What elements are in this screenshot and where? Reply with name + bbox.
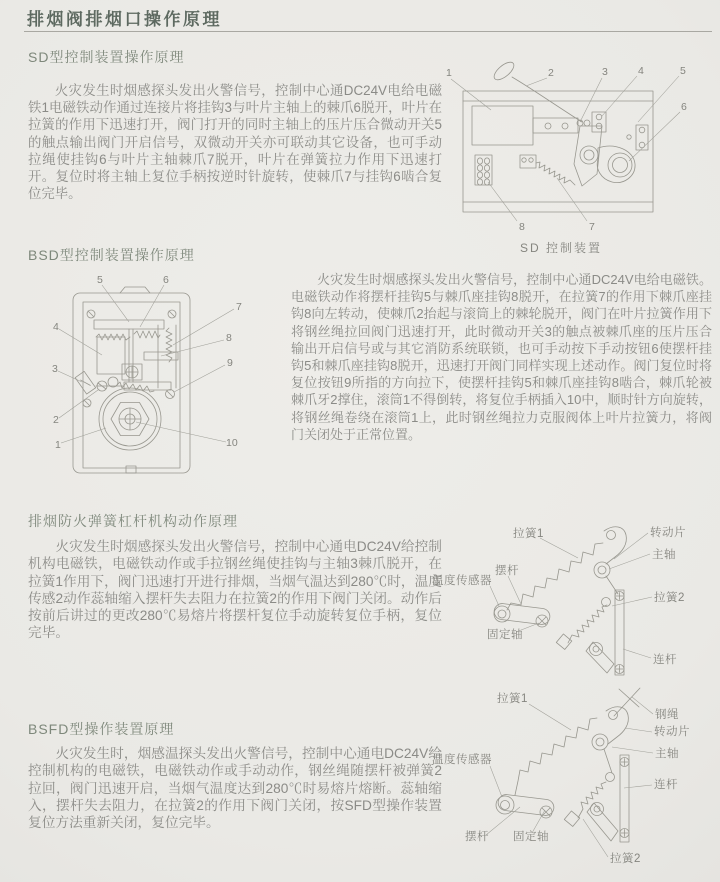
coil xyxy=(97,337,125,374)
spring1 xyxy=(507,543,603,610)
section-heading-lever: 排烟防火弹簧杠杆机构动作原理 xyxy=(28,513,238,529)
bsfd-paragraph: 火灾发生时，烟感温探头发出火警信号，控制中心通电DC24V给控制机构的电磁铁，电磁铁动作或手动动作，钢丝绳随摆杆被弹簧2拉回，阀门迅速开启，当烟气温度达到280℃时易熔片熔断。蕊轴缩入，摆杆失去阻力，在拉簧2的作用下阀门关闭，按SFD型操作装置复位方法重新关闭，复位完毕。 xyxy=(28,746,442,831)
lever-label-spring2: 拉簧2 xyxy=(654,592,685,604)
sd-control-device-diagram xyxy=(432,56,714,258)
bsd-label-5: 5 xyxy=(97,274,103,286)
bsfd-label-pendulum: 摆杆 xyxy=(465,831,489,843)
section-heading-sd: SD型控制装置操作原理 xyxy=(28,49,185,65)
lever-label-pendulum: 摆杆 xyxy=(495,565,519,577)
sd-leader-lines xyxy=(451,76,680,221)
lever-label-temp-sensor: 温度传感器 xyxy=(432,575,492,587)
sd-label-1: 1 xyxy=(446,67,452,79)
lever-label-main-shaft: 主轴 xyxy=(652,549,676,561)
lever-label-link: 连杆 xyxy=(653,654,677,666)
sd-label-2: 2 xyxy=(548,67,554,79)
title-rule xyxy=(24,31,712,32)
page-title: 排烟阀排烟口操作原理 xyxy=(27,10,222,29)
bsd-label-2: 2 xyxy=(53,414,59,426)
bsfd-label-spring2: 拉簧2 xyxy=(610,853,641,865)
sd-label-7: 7 xyxy=(589,221,595,233)
sd-label-6: 6 xyxy=(681,101,687,113)
pull-rope-loop xyxy=(491,59,516,83)
sd-label-5: 5 xyxy=(680,65,686,77)
pull-rope-line xyxy=(512,77,582,122)
bsd-label-1: 1 xyxy=(55,439,61,451)
cam xyxy=(597,146,635,182)
lever-label-fixed-shaft: 固定轴 xyxy=(487,629,523,641)
sd-label-4: 4 xyxy=(638,65,644,77)
bsfd-mechanism-diagram xyxy=(428,685,720,882)
sd-label-8: 8 xyxy=(519,221,525,233)
spring2 xyxy=(568,605,607,643)
bsfd-label-wire-rope: 钢绳 xyxy=(655,709,679,721)
bsfd-mechanism-drawing xyxy=(496,688,640,842)
lever-label-rotor: 转动片 xyxy=(650,527,686,539)
bsd-label-8: 8 xyxy=(226,332,232,344)
bsd-label-6: 6 xyxy=(163,274,169,286)
section-heading-bsd: BSD型控制装置操作原理 xyxy=(28,247,195,263)
bsd-label-3: 3 xyxy=(52,363,58,375)
spring2-hook xyxy=(556,634,571,649)
ratchet-teeth xyxy=(116,382,154,392)
pendulum-arm xyxy=(497,794,555,817)
link-bar xyxy=(615,590,624,675)
bsfd-label-rotor: 转动片 xyxy=(654,726,690,738)
bsd-label-9: 9 xyxy=(227,357,233,369)
spring1 xyxy=(515,718,597,795)
lever-label-spring1: 拉簧1 xyxy=(513,528,544,540)
bsfd-label-temp-sensor: 温度传感器 xyxy=(432,754,492,766)
sd-diagram-caption: SD 控制装置 xyxy=(519,241,603,255)
sd-device-drawing xyxy=(463,59,653,212)
bsd-paragraph: 火灾发生时烟感探头发出火警信号，控制中心通DC24V电给电磁铁。电磁铁动作将摆杆挂钩5与棘爪座挂钩8脱开，在拉簧7的作用下棘爪座挂钩8向左转动，使棘爪2抬起与滚筒上的棘轮脱开，阀门在叶片拉簧作用下将钢丝绳拉回阀门迅速打开，此时微动开关3的触点被棘爪座的压片压合输出开启信号或与其它消防系统联锁，也可手动按下手动按钮6使摆杆挂钩5和棘爪座挂钩8脱开，迅速打开阀门同样实现上述动作。阀门复位时将复位按钮9所指的方向拉下，使摆杆挂钩5和棘爪座挂钩8啮合，棘爪轮被棘爪牙2撑住，滚筒1不得倒转，将复位手柄插入10中，顺时针方向旋转，将钢丝绳卷绕在滚筒1上，此时钢丝绳拉力克服阀体上叶片拉簧力，将阀门关闭处于正常位置。 xyxy=(291,272,712,442)
sd-paragraph: 火灾发生时烟感探头发出火警信号，控制中心通DC24V电给电磁铁1电磁铁动作通过连接片将挂钩3与叶片主轴上的棘爪6脱开，叶片在拉簧的作用下迅速打开，阀门打开的同时主轴上的压片压合微动开关5的触点输出阀门开启信号，双微动开关亦可联动其它设备，也可手动拉绳使挂钩6与叶片主轴棘爪7脱开，叶片在弹簧拉力作用下迅速打开。复位时将主轴上复位手柄按逆时针旋转，使棘爪7与挂钩6啮合复位完毕。 xyxy=(28,83,442,202)
bsd-label-4: 4 xyxy=(53,321,59,333)
bsfd-label-spring1: 拉簧1 xyxy=(497,693,528,705)
link-bar xyxy=(620,755,629,842)
section-heading-bsfd: BSFD型操作装置原理 xyxy=(28,721,175,737)
lever-mechanism-diagram xyxy=(428,502,720,688)
lever-paragraph: 火灾发生时烟感探头发出火警信号，控制中心通电DC24V给控制机构电磁铁，电磁铁动作或手拉钢丝绳使挂钩与主轴3棘爪脱开，在拉簧1作用下，阀门迅速打开进行排烟，当烟气温达到280℃时，温度传感2动作蕊轴缩入摆杆失去阻力在拉簧2的作用下阀门关闭。动作后按前后讲过的更改280℃易熔片将摆杆复位手动旋转复位手柄，复位完毕。 xyxy=(28,539,442,641)
bsd-device-drawing xyxy=(73,287,190,473)
bsd-label-10: 10 xyxy=(226,437,238,449)
lever-mechanism-drawing xyxy=(493,527,626,675)
bsd-control-device-diagram xyxy=(36,270,288,490)
bsfd-label-fixed-shaft: 固定轴 xyxy=(513,831,549,843)
bsd-leader-lines xyxy=(58,285,234,443)
sd-label-3: 3 xyxy=(602,66,608,78)
spring2-hook xyxy=(564,811,579,826)
bsd-label-7: 7 xyxy=(236,301,242,313)
bsfd-label-link: 连杆 xyxy=(654,779,678,791)
spring xyxy=(536,162,575,185)
bsfd-label-main-shaft: 主轴 xyxy=(655,748,679,760)
